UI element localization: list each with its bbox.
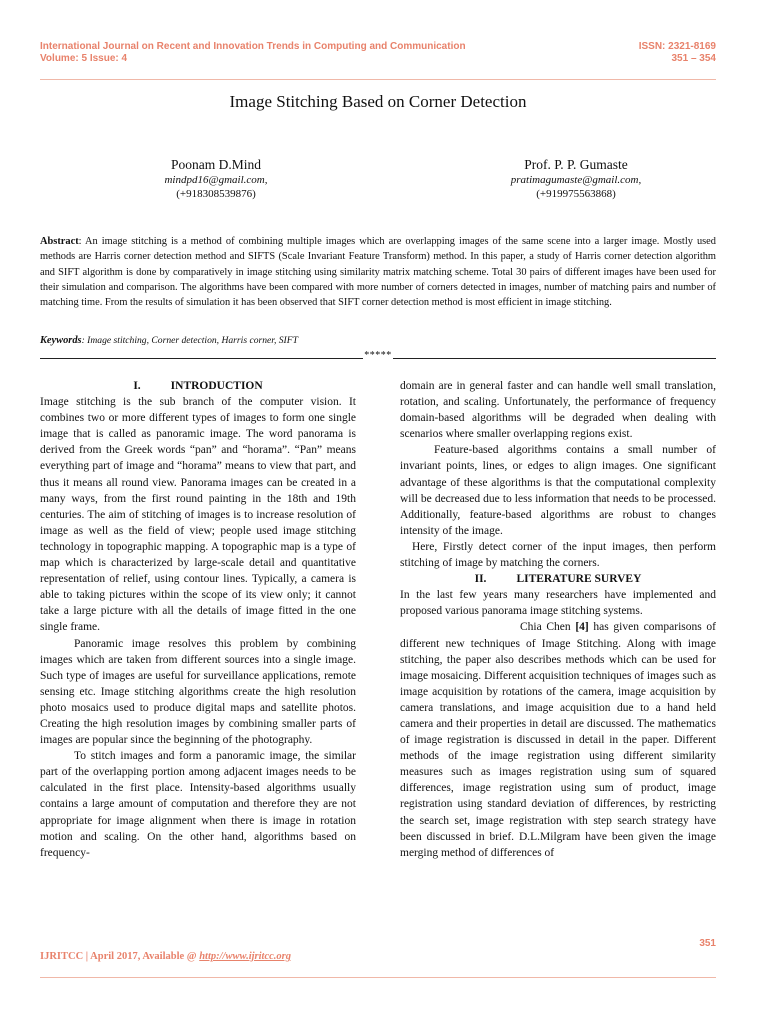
- author-email: mindpd16@gmail.com,: [164, 174, 268, 186]
- keywords-text: : Image stitching, Corner detection, Harris corner, SIFT: [81, 335, 298, 346]
- header-rule: [40, 79, 716, 80]
- paper-title: Image Stitching Based on Corner Detection: [229, 92, 527, 111]
- author-block-2: [446, 156, 706, 201]
- author-name: Prof. P. P. Gumaste: [524, 157, 628, 172]
- intro-paragraph-3-continued: domain are in general faster and can handle well small translation, rotation, and scaling. Unfortunately, the performance of frequency domain-based algorithms will be degraded when dealing with scenarios where smaller overlapping regions exist.: [400, 380, 716, 441]
- section-title: INTRODUCTION: [170, 380, 263, 392]
- footer-label: IJRITCC | April 2017, Available @: [40, 951, 200, 962]
- separator-stars: *****: [364, 349, 392, 361]
- section-heading-literature-survey: [400, 571, 716, 587]
- journal-url-link[interactable]: http://www.ijritcc.org: [199, 951, 291, 962]
- abstract: [40, 234, 716, 310]
- author-phone: (+918308539876): [176, 188, 256, 200]
- intro-paragraph-3: To stitch images and form a panoramic image, the similar part of the overlapping portion among adjacent images needs to be calculated in the first place. Intensity-based algorithms usually contains a large amount of computation and therefore they are not appropriate for image alignment when there is image in rotation motion and scaling. On the other hand, algorithms based on frequency-: [40, 750, 356, 859]
- section-number: II.: [474, 573, 487, 586]
- intro-paragraph-1: Image stitching is the sub branch of the computer vision. It combines two or more different types of images to form one single image that is called as panoramic image. The word panorama is derived from the Greek words “pan” and “horama”. “Pan” means everything part of image and “horama” means to view that part, and thus it means all round view. Panorama images can be created in a many ways, from the first round painting in the 18th and 19th centuries. The aim of stitching of images is to increase resolution of image as well as the field of view; people used image stitching technology in topographic mapping. A topographic map is a type of map which is characterized by large-scale detail and quantitative representation of relief, using contour lines. Typically, a camera is able to taking pictures within the scope of its view only; it cannot take a large picture with all the details of image fitted in the one single frame.: [40, 396, 356, 634]
- page-range: 351 – 354: [671, 53, 716, 64]
- issn: ISSN: 2321-8169: [638, 41, 716, 52]
- author-name: Poonam D.Mind: [170, 157, 261, 172]
- journal-header: [40, 41, 716, 65]
- intro-paragraph-2: Panoramic image resolves this problem by combining images which are taken from different sources into a single image. Such type of images are useful for surveillance applications, remote sensing etc. Image stitching algorithms create the high resolution photo mosaics used to produce digital maps and satellite photos. Creating the high resolution images by combining smaller parts of images are popular since the beginning of the photography.: [40, 637, 356, 747]
- lit-paragraph-2: [400, 619, 716, 860]
- abstract-text: : An image stitching is a method of combining multiple images which are overlapping images of the same scene into a larger image. Mostly used methods are Harris corner detection method and SIFTS (Scale Invariant Feature Transform) method. In this paper, a study of Harris corner detection algorithm and SIFT algorithm is done by comparatively in image stitching using similarity matrix matching scheme. Total 30 pairs of different images have been used for their simulation and comparison. The algorithms have been compared with more number of corners detected in images, number of matching pairs and number of matching time. From the results of simulation it has been observed that SIFT corner detection method is most efficient in image stitching.: [40, 236, 716, 309]
- lit-paragraph-2-start: Chia Chen: [520, 621, 576, 634]
- right-column: [400, 378, 716, 861]
- author-block-1: [86, 156, 346, 201]
- left-column: [40, 378, 356, 861]
- citation-ref: [4]: [575, 621, 589, 634]
- section-heading-introduction: [40, 378, 356, 394]
- section-number: I.: [133, 380, 141, 392]
- footer-text: [40, 951, 291, 962]
- keywords-label: Keywords: [40, 335, 82, 346]
- intro-paragraph-5: Here, Firstly detect corner of the input images, then perform stitching of image by matching the corners.: [400, 540, 716, 570]
- abstract-label: Abstract: [40, 236, 79, 247]
- volume-issue: Volume: 5 Issue: 4: [40, 53, 128, 64]
- lit-paragraph-2-rest: has given comparisons of different new techniques of Image Stitching. Along with image stitching, the paper also describes methods which can be used for image mosaicing. Different acquisition techniques of images such as image acquisition by rotations of the camera, image acquisition by camera translations, and image acquisition due to a hand held camera and their properties in detail are discussed. The mathematics of image registration is discussed in detail in the paper. Different methods of the image registration using different similarity measures such as images registration using sum of squared differences, image registration using sum of product, image registration using standard deviation of differences, by restricting the search set, image registration with step search strategy have been discussed in brief. D.L.Milgram have been given the image merging method of differences of: [400, 621, 716, 859]
- author-email: pratimagumaste@gmail.com,: [510, 174, 642, 186]
- author-phone: (+919975563868): [536, 188, 616, 200]
- journal-name: International Journal on Recent and Innovation Trends in Computing and Communication: [40, 41, 466, 52]
- keywords: [40, 334, 716, 348]
- footer-rule: [40, 977, 716, 978]
- lit-paragraph-1: In the last few years many researchers have implemented and proposed various panorama image stitching systems.: [400, 589, 716, 618]
- separator-line-left: [40, 358, 363, 359]
- separator-line-right: [393, 358, 716, 359]
- section-title: LITERATURE SURVEY: [516, 573, 642, 586]
- section-separator: [40, 348, 716, 362]
- page-number: 351: [699, 938, 716, 949]
- intro-paragraph-4: Feature-based algorithms contains a small number of invariant points, lines, or edges to align images. One significant advantage of these algorithms is that the computational complexity will be decreased due to less information that needs to be processed. Additionally, feature-based algorithms are robust to changes intensity of the image.: [400, 444, 716, 537]
